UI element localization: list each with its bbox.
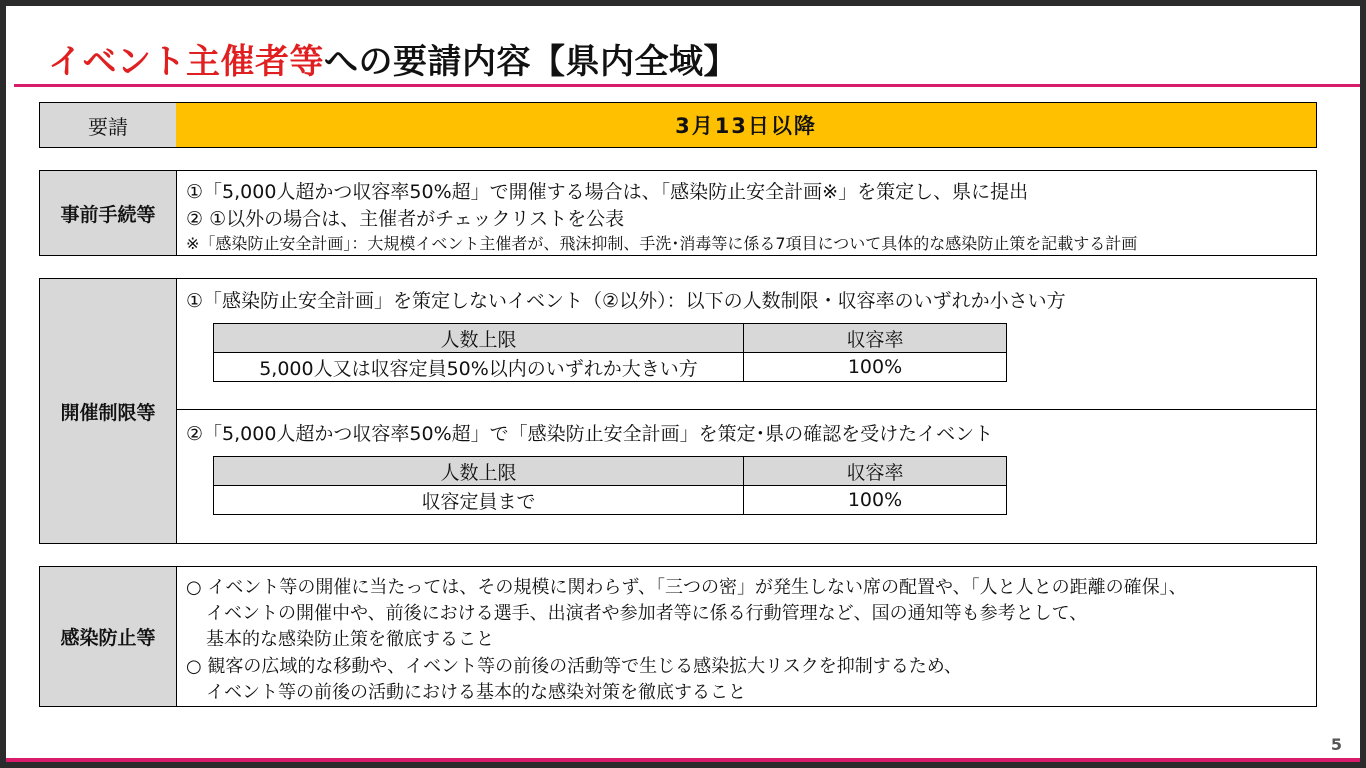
- holding-limits-label: 開催制限等: [40, 279, 177, 543]
- case2-table-row: [214, 486, 1007, 515]
- infection-prevention-section: [39, 566, 1317, 707]
- case1-table: [213, 323, 1007, 382]
- case2-people-value: 収容定員まで: [214, 486, 744, 515]
- holding-limits-content: [176, 279, 1316, 543]
- holding-limits-divider: [176, 409, 1316, 410]
- case2-table: [213, 456, 1007, 515]
- title-underline: [14, 84, 1360, 87]
- slide: [6, 6, 1360, 762]
- infection-line-1: ○ イベント等の開催に当たっては、その規模に関わらず、「三つの密」が発生しない席の配置や、「人と人との距離の確保」、: [186, 577, 1187, 598]
- page-title: [48, 34, 738, 83]
- case1-heading: ①「感染防止安全計画」を策定しないイベント（②以外）：以下の人数制限・収容率のいずれか小さい方: [186, 290, 1066, 312]
- request-row: [39, 102, 1317, 148]
- case1-capacity-value: 100%: [744, 353, 1007, 382]
- infection-line-4: ○ 観客の広域的な移動や、イベント等の前後の活動等で生じる感染拡大リスクを抑制するため、: [186, 656, 962, 677]
- bottom-rule: [6, 758, 1360, 762]
- infection-line-5: イベント等の前後の活動における基本的な感染対策を徹底すること: [206, 682, 746, 703]
- case1-col-capacity: 収容率: [744, 324, 1007, 353]
- page-number: 5: [1330, 735, 1342, 754]
- case2-table-header: [214, 457, 1007, 486]
- infection-prevention-label: 感染防止等: [40, 567, 177, 706]
- prior-procedures-line-2: ② ①以外の場合は、主催者がチェックリストを公表: [186, 208, 625, 230]
- case2-col-capacity: 収容率: [744, 457, 1007, 486]
- infection-line-3: 基本的な感染防止策を徹底すること: [206, 629, 494, 650]
- case2-capacity-value: 100%: [744, 486, 1007, 515]
- case2-col-people: 人数上限: [214, 457, 744, 486]
- holding-limits-section: [39, 278, 1317, 544]
- prior-procedures-label: 事前手続等: [40, 171, 177, 255]
- prior-procedures-section: [39, 170, 1317, 256]
- case1-col-people: 人数上限: [214, 324, 744, 353]
- prior-procedures-line-1: ①「5,000人超かつ収容率50%超」で開催する場合は、「感染防止安全計画※」を策定し、県に提出: [186, 181, 1029, 203]
- page-title-accent: イベント主催者等: [48, 42, 324, 82]
- case2-heading: ②「5,000人超かつ収容率50%超」で「感染防止安全計画」を策定･県の確認を受けたイベント: [186, 423, 994, 445]
- case1-people-value: 5,000人又は収容定員50%以内のいずれか大きい方: [214, 353, 744, 382]
- request-date: 3月13日以降: [176, 103, 1316, 147]
- case1-table-header: [214, 324, 1007, 353]
- page-title-rest: への要請内容【県内全域】: [324, 42, 738, 82]
- prior-procedures-note: ※「感染防止安全計画」：大規模イベント主催者が、飛沫抑制、手洗･消毒等に係る7項目について具体的な感染防止策を記載する計画: [186, 234, 1138, 253]
- infection-line-2: イベントの開催中や、前後における選手、出演者や参加者等に係る行動管理など、国の通知等も参考として、: [206, 603, 1088, 624]
- case1-table-row: [214, 353, 1007, 382]
- infection-prevention-content: [176, 567, 1316, 706]
- request-label: 要請: [40, 103, 177, 147]
- prior-procedures-content: [176, 171, 1316, 255]
